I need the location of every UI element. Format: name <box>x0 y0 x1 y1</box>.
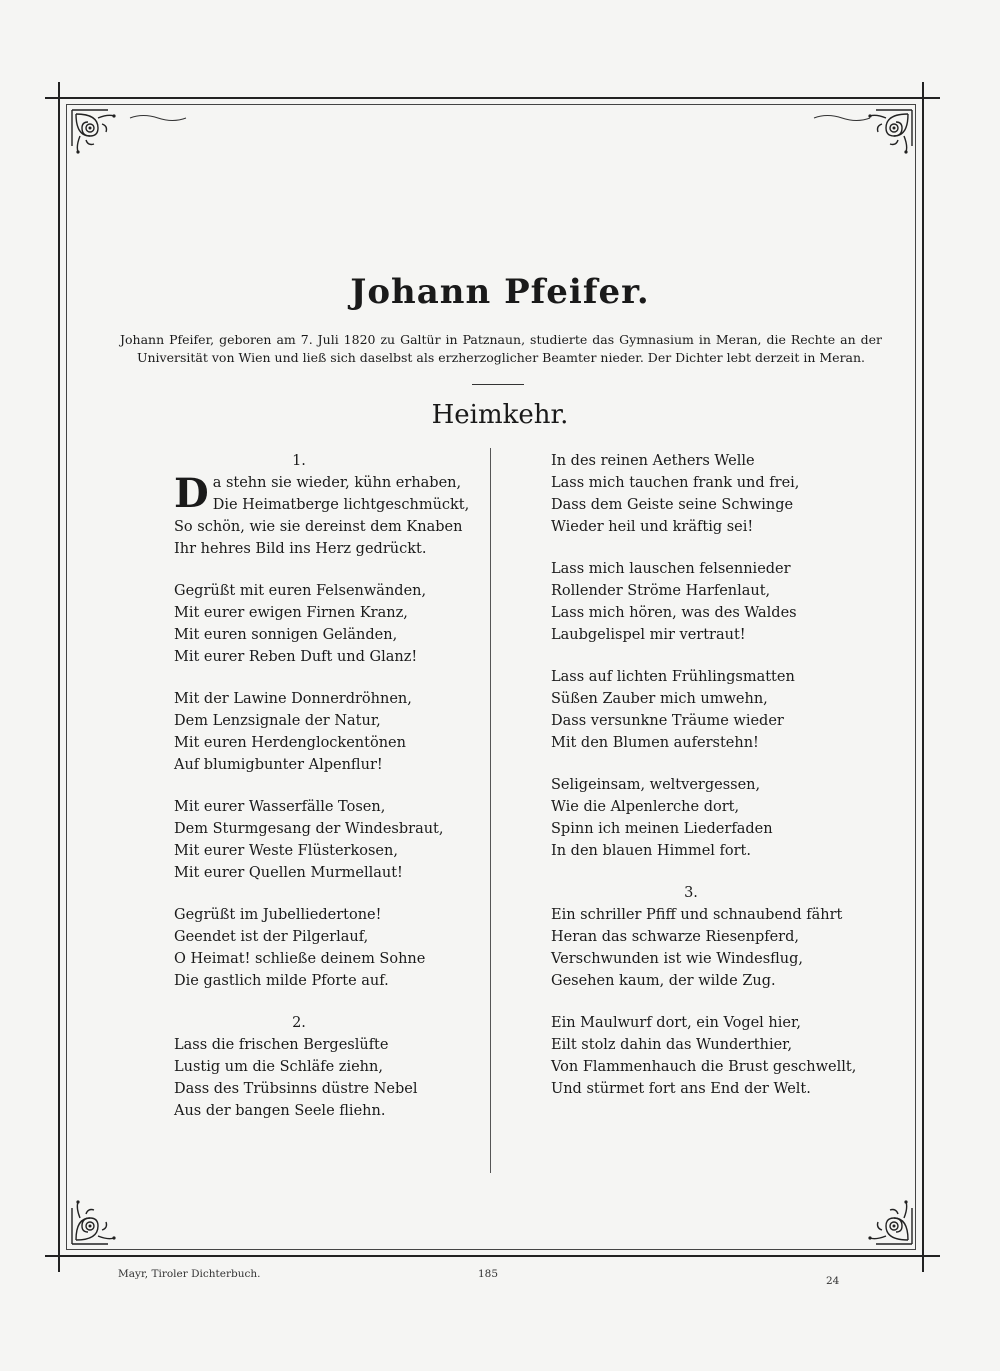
verse-line: a stehn sie wieder, kühn erhaben, <box>212 475 462 491</box>
drop-cap: D <box>174 470 209 517</box>
verse-line: Seligeinsam, weltvergessen, <box>551 777 761 793</box>
verse-line: Lustig um die Schläfe ziehn, <box>174 1059 383 1075</box>
separator-rule <box>472 384 524 385</box>
verse-line: O Heimat! schließe deinem Sohne <box>174 951 426 967</box>
frame-line-extension <box>922 82 924 1272</box>
corner-ornament <box>68 106 128 166</box>
poem-column-left <box>174 450 474 1142</box>
frame-line-extension <box>45 97 940 99</box>
frame-line-extension <box>58 82 60 1272</box>
verse-line: Mit eurer Weste Flüsterkosen, <box>174 843 398 859</box>
stanza <box>174 1034 474 1122</box>
top-scroll-ornament <box>128 113 188 123</box>
verse-line: Gesehen kaum, der wilde Zug. <box>551 973 776 989</box>
stanza <box>551 666 851 754</box>
verse-line: Mit der Lawine Donnerdröhnen, <box>174 691 412 707</box>
top-scroll-ornament <box>812 113 872 123</box>
verse-line: Lass auf lichten Frühlingsmatten <box>551 669 795 685</box>
stanza <box>174 472 474 560</box>
verse-line: Lass mich lauschen felsennieder <box>551 561 791 577</box>
verse-line: Dem Sturmgesang der Windesbraut, <box>174 821 444 837</box>
verse-line: Mit eurer Wasserfälle Tosen, <box>174 799 386 815</box>
author-biography: Johann Pfeifer, geboren am 7. Juli 1820 zu Galtür in Patznaun, studierte das Gymnasium in Meran, die Rechte an der Universität von Wien und ließ sich daselbst als erzherzoglicher Beamter nieder. Der Dichter lebt derzeit in Meran. <box>120 332 882 365</box>
verse-line: Ein schriller Pfiff und schnaubend fährt <box>551 907 843 923</box>
verse-line: Mit den Blumen auferstehn! <box>551 735 759 751</box>
verse-line: Von Flammenhauch die Brust geschwellt, <box>551 1059 857 1075</box>
footer-source: Mayr, Tiroler Dichterbuch. <box>118 1268 261 1280</box>
verse-line: Lass mich hören, was des Waldes <box>551 605 797 621</box>
verse-line: Mit euren Herdenglockentönen <box>174 735 406 751</box>
verse-line: Mit eurer Quellen Murmellaut! <box>174 865 403 881</box>
verse-line: Lass die frischen Bergeslüfte <box>174 1037 389 1053</box>
corner-ornament <box>68 1188 128 1248</box>
stanza <box>551 558 851 646</box>
poem-column-right <box>551 450 857 1120</box>
verse-line: Dass des Trübsinns düstre Nebel <box>174 1081 418 1097</box>
verse-line: Mit euren sonnigen Geländen, <box>174 627 398 643</box>
verse-line: Dass versunkne Träume wieder <box>551 713 784 729</box>
stanza <box>551 904 851 992</box>
verse-line: In des reinen Aethers Welle <box>551 453 755 469</box>
verse-line: In den blauen Himmel fort. <box>551 843 751 859</box>
verse-line: Verschwunden ist wie Windesflug, <box>551 951 804 967</box>
verse-line: Dass dem Geiste seine Schwinge <box>551 497 794 513</box>
page-number: 185 <box>478 1268 499 1280</box>
stanza <box>551 450 851 538</box>
stanza <box>174 580 474 668</box>
verse-line: Eilt stolz dahin das Wunderthier, <box>551 1037 793 1053</box>
section-number: 1. <box>292 453 306 469</box>
corner-ornament <box>856 1188 916 1248</box>
verse-line: Die gastlich milde Pforte auf. <box>174 973 389 989</box>
verse-line: Heran das schwarze Riesenpferd, <box>551 929 799 945</box>
page-title: Johann Pfeifer. <box>350 272 650 312</box>
stanza <box>551 1012 857 1100</box>
verse-line: Lass mich tauchen frank und frei, <box>551 475 800 491</box>
verse-line: Mit eurer ewigen Firnen Kranz, <box>174 605 408 621</box>
stanza <box>174 796 474 884</box>
stanza <box>174 688 474 776</box>
verse-line: Ihr hehres Bild ins Herz gedrückt. <box>174 541 427 557</box>
verse-line: So schön, wie sie dereinst dem Knaben <box>174 519 463 535</box>
verse-line: Wie die Alpenlerche dort, <box>551 799 740 815</box>
stanza <box>551 774 851 862</box>
verse-line: Rollender Ströme Harfenlaut, <box>551 583 771 599</box>
verse-line: Gegrüßt im Jubelliedertone! <box>174 907 382 923</box>
verse-line: Gegrüßt mit euren Felsenwänden, <box>174 583 427 599</box>
verse-line: Die Heimatberge lichtgeschmückt, <box>212 497 470 513</box>
verse-line: Mit eurer Reben Duft und Glanz! <box>174 649 418 665</box>
verse-line: Auf blumigbunter Alpenflur! <box>174 757 383 773</box>
verse-line: Wieder heil und kräftig sei! <box>551 519 754 535</box>
section-number: 3. <box>684 885 698 901</box>
section-number: 2. <box>292 1015 306 1031</box>
column-divider <box>490 448 491 1173</box>
verse-line: Spinn ich meinen Liederfaden <box>551 821 773 837</box>
verse-line: Und stürmet fort ans End der Welt. <box>551 1081 811 1097</box>
stanza <box>174 904 474 992</box>
verse-line: Laubgelispel mir vertraut! <box>551 627 746 643</box>
signature-mark: 24 <box>826 1275 840 1287</box>
verse-line: Aus der bangen Seele fliehn. <box>174 1103 386 1119</box>
verse-line: Geendet ist der Pilgerlauf, <box>174 929 369 945</box>
verse-line: Dem Lenzsignale der Natur, <box>174 713 381 729</box>
frame-line-extension <box>45 1255 940 1257</box>
verse-line: Süßen Zauber mich umwehn, <box>551 691 768 707</box>
verse-line: Ein Maulwurf dort, ein Vogel hier, <box>551 1015 801 1031</box>
poem-title: Heimkehr. <box>431 400 569 430</box>
